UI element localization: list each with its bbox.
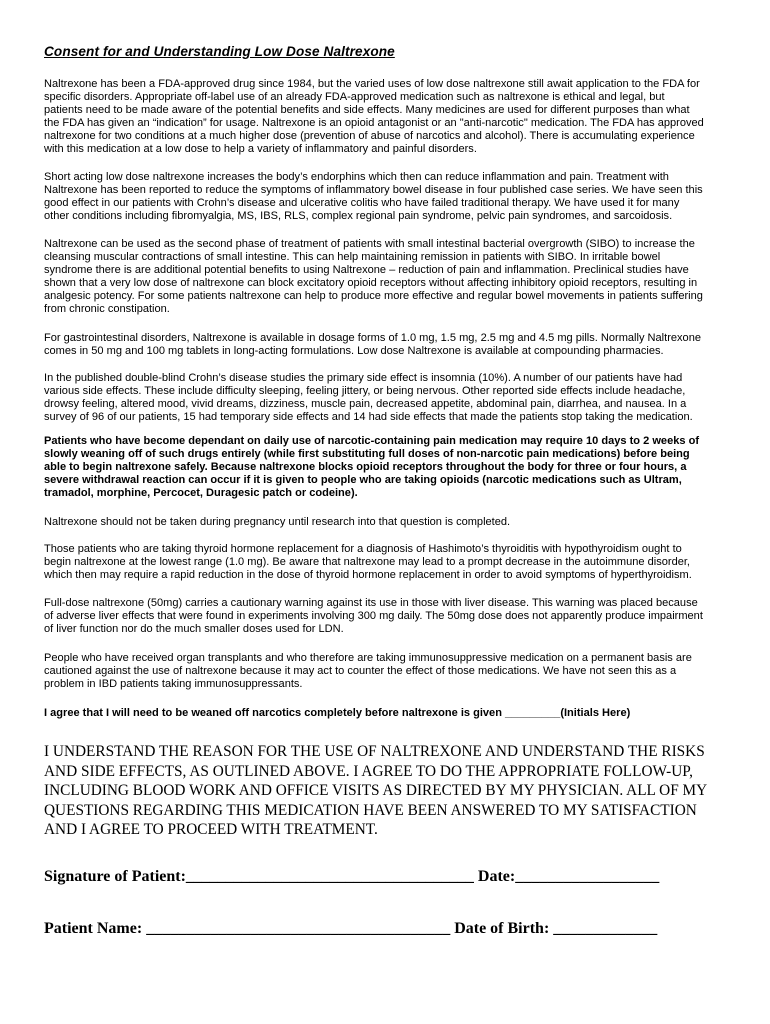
text-line: cautioned against the use of naltrexone because it may act to counter the effect of those medications. We have not seen this as a <box>44 665 677 678</box>
text-line: other conditions including fibromyalgia, MS, IBS, RLS, complex regional pain syndrome, pelvic pain syndromes, and sarcoidosis. <box>44 210 673 223</box>
acknowledgement-line: QUESTIONS REGARDING THIS MEDICATION HAVE BEEN ANSWERED TO MY SATISFACTION <box>44 801 697 819</box>
text-line: patients need to be made aware of the potential benefits and side effects. Many medicines are used for different purposes than what <box>44 104 690 117</box>
paragraph-liver <box>44 597 720 636</box>
text-line: People who have received organ transplants and who therefore are taking immunosuppressive medication on a permanent basis are <box>44 652 692 664</box>
text-line: which then may require a rapid reduction in the dose of thyroid hormone replacement in order to avoid symptoms of hyperthyroidism. <box>44 569 692 582</box>
text-line: naltrexone for two conditions at a much higher dose (prevention of abuse of narcotics and alcohol). There is accumulating experience <box>44 130 695 143</box>
paragraph-thyroid <box>44 543 720 582</box>
text-line: syndrome there is are additional potential benefits to using Naltrexone – reduction of pain and inflammation. Preclinical studies have <box>44 264 689 277</box>
text-line: Naltrexone has been a FDA-approved drug since 1984, but the varied uses of low dose naltrexone still await application to the FDA for <box>44 78 700 90</box>
document-title: Consent for and Understanding Low Dose Naltrexone <box>44 44 395 59</box>
text-line: Naltrexone can be used as the second phase of treatment of patients with small intestinal bacterial overgrowth (SIBO) to increase the <box>44 238 695 250</box>
text-line: of liver function nor do the much smaller doses used for LDN. <box>44 623 344 636</box>
text-line: various side effects. These include difficulty sleeping, feeling jittery, or being nervous. Other reported side effects include headache, <box>44 385 686 398</box>
paragraph-sibo <box>44 238 720 317</box>
text-line: comes in 50 mg and 100 mg tablets in long-acting formulations. Low dose Naltrexone is available at compounding pharmacies. <box>44 345 664 358</box>
paragraph-fda-approval <box>44 78 720 157</box>
text-line: Naltrexone has been reported to reduce the symptoms of inflammatory bowel disease in four published case series. We have seen this <box>44 184 703 197</box>
text-line: of adverse liver effects that were found in experiments involving 300 mg daily. The 50mg dose does not apparently produce impairment <box>44 610 703 623</box>
acknowledgement-line: I UNDERSTAND THE REASON FOR THE USE OF NALTREXONE AND UNDERSTAND THE RISKS <box>44 743 705 760</box>
text-line: from chronic constipation. <box>44 303 170 316</box>
text-line: tramadol, morphine, Percocet, Duragesic patch or codeine). <box>44 487 358 500</box>
acknowledgement-line: INCLUDING BLOOD WORK AND OFFICE VISITS AS DIRECTED BY MY PHYSICIAN. ALL OF MY <box>44 782 708 800</box>
text-line: analgesic potency. For some patients naltrexone can help to produce more effective and regular bowel movements in patients suffering <box>44 290 703 303</box>
text-line: For gastrointestinal disorders, Naltrexone is available in dosage forms of 1.0 mg, 1.5 mg, 2.5 mg and 4.5 mg pills. Normally Naltrexone <box>44 332 701 344</box>
text-line: survey of 96 of our patients, 15 had temporary side effects and 14 had side effects that made the patients stop taking the medication. <box>44 411 693 424</box>
text-line: cleansing muscular contractions of small intestine. This can help maintaining remission in patients with SIBO. In irritable bowel <box>44 251 661 264</box>
paragraph-transplants <box>44 652 720 691</box>
paragraph-pregnancy <box>44 516 720 529</box>
text-line: Patients who have become dependant on daily use of narcotic-containing pain medication may require 10 days to 2 weeks of <box>44 435 699 447</box>
text-line: Full-dose naltrexone (50mg) carries a cautionary warning against its use in those with liver disease. This warning was placed because <box>44 597 698 609</box>
text-line: specific disorders. Appropriate off-label use of an already FDA-approved medication such as naltrexone is ethical and legal, but <box>44 91 665 104</box>
text-line: drowsy feeling, altered mood, vivid dreams, dizziness, muscle pain, decreased appetite, abdominal pain, diarrhea, and nausea. In a <box>44 398 687 411</box>
paragraph-initials-agreement <box>44 707 720 720</box>
text-line: slowly weaning off of such drugs entirely (while first substituting full doses of non-narcotic pain medications) before being <box>44 448 690 461</box>
text-line: begin naltrexone at the lowest range (1.0 mg). Be aware that naltrexone may lead to a prompt decrease in the autoimmune disorder, <box>44 556 691 569</box>
text-line: with this medication at a low dose to help a variety of inflammatory and painful disorders. <box>44 143 477 156</box>
text-line: problem in IBD patients taking immunosuppressants. <box>44 678 303 691</box>
text-line: able to begin naltrexone safely. Because naltrexone blocks opioid receptors throughout the body for three or four hours, a <box>44 461 687 474</box>
text-line: the FDA has given an “indication” for usage. Naltrexone is an opioid antagonist or an "anti-narcotic" medication. The FDA has approved <box>44 117 704 130</box>
paragraph-endorphins <box>44 171 720 223</box>
text-line: shown that a very low dose of naltrexone can block excitatory opioid receptors without affecting inhibitory opioid receptors, resulting in <box>44 277 698 290</box>
text-line: good effect in our patients with Crohn’s disease and ulcerative colitis who have failed traditional therapy. We have used it for many <box>44 197 680 210</box>
paragraph-side-effects <box>44 372 720 424</box>
text-line: Short acting low dose naltrexone increases the body’s endorphins which then can reduce inflammation and pain. Treatment with <box>44 171 669 183</box>
text-line: Naltrexone should not be taken during pregnancy until research into that question is completed. <box>44 516 511 528</box>
acknowledgement-block <box>44 742 734 840</box>
paragraph-narcotic-warning <box>44 435 720 500</box>
patient-signature-line[interactable]: Signature of Patient:____________________________________ Date:__________________ <box>44 868 660 885</box>
acknowledgement-line: AND I AGREE TO PROCEED WITH TREATMENT. <box>44 821 378 839</box>
patient-name-line[interactable]: Patient Name: ______________________________________ Date of Birth: _____________ <box>44 920 658 937</box>
text-line: severe withdrawal reaction can occur if it is given to people who are taking opioids (narcotic medications such as Ultram, <box>44 474 682 487</box>
paragraph-dosage-forms <box>44 332 720 358</box>
text-line: In the published double-blind Crohn’s disease studies the primary side effect is insomnia (10%). A number of our patients have had <box>44 372 683 384</box>
initials-agreement-line[interactable]: I agree that I will need to be weaned off narcotics completely before naltrexone is given _________(Initials Here) <box>44 707 631 719</box>
acknowledgement-line: AND SIDE EFFECTS, AS OUTLINED ABOVE. I AGREE TO DO THE APPROPRIATE FOLLOW-UP, <box>44 762 693 780</box>
text-line: Those patients who are taking thyroid hormone replacement for a diagnosis of Hashimoto’s thyroiditis with hypothyroidism ought to <box>44 543 682 555</box>
